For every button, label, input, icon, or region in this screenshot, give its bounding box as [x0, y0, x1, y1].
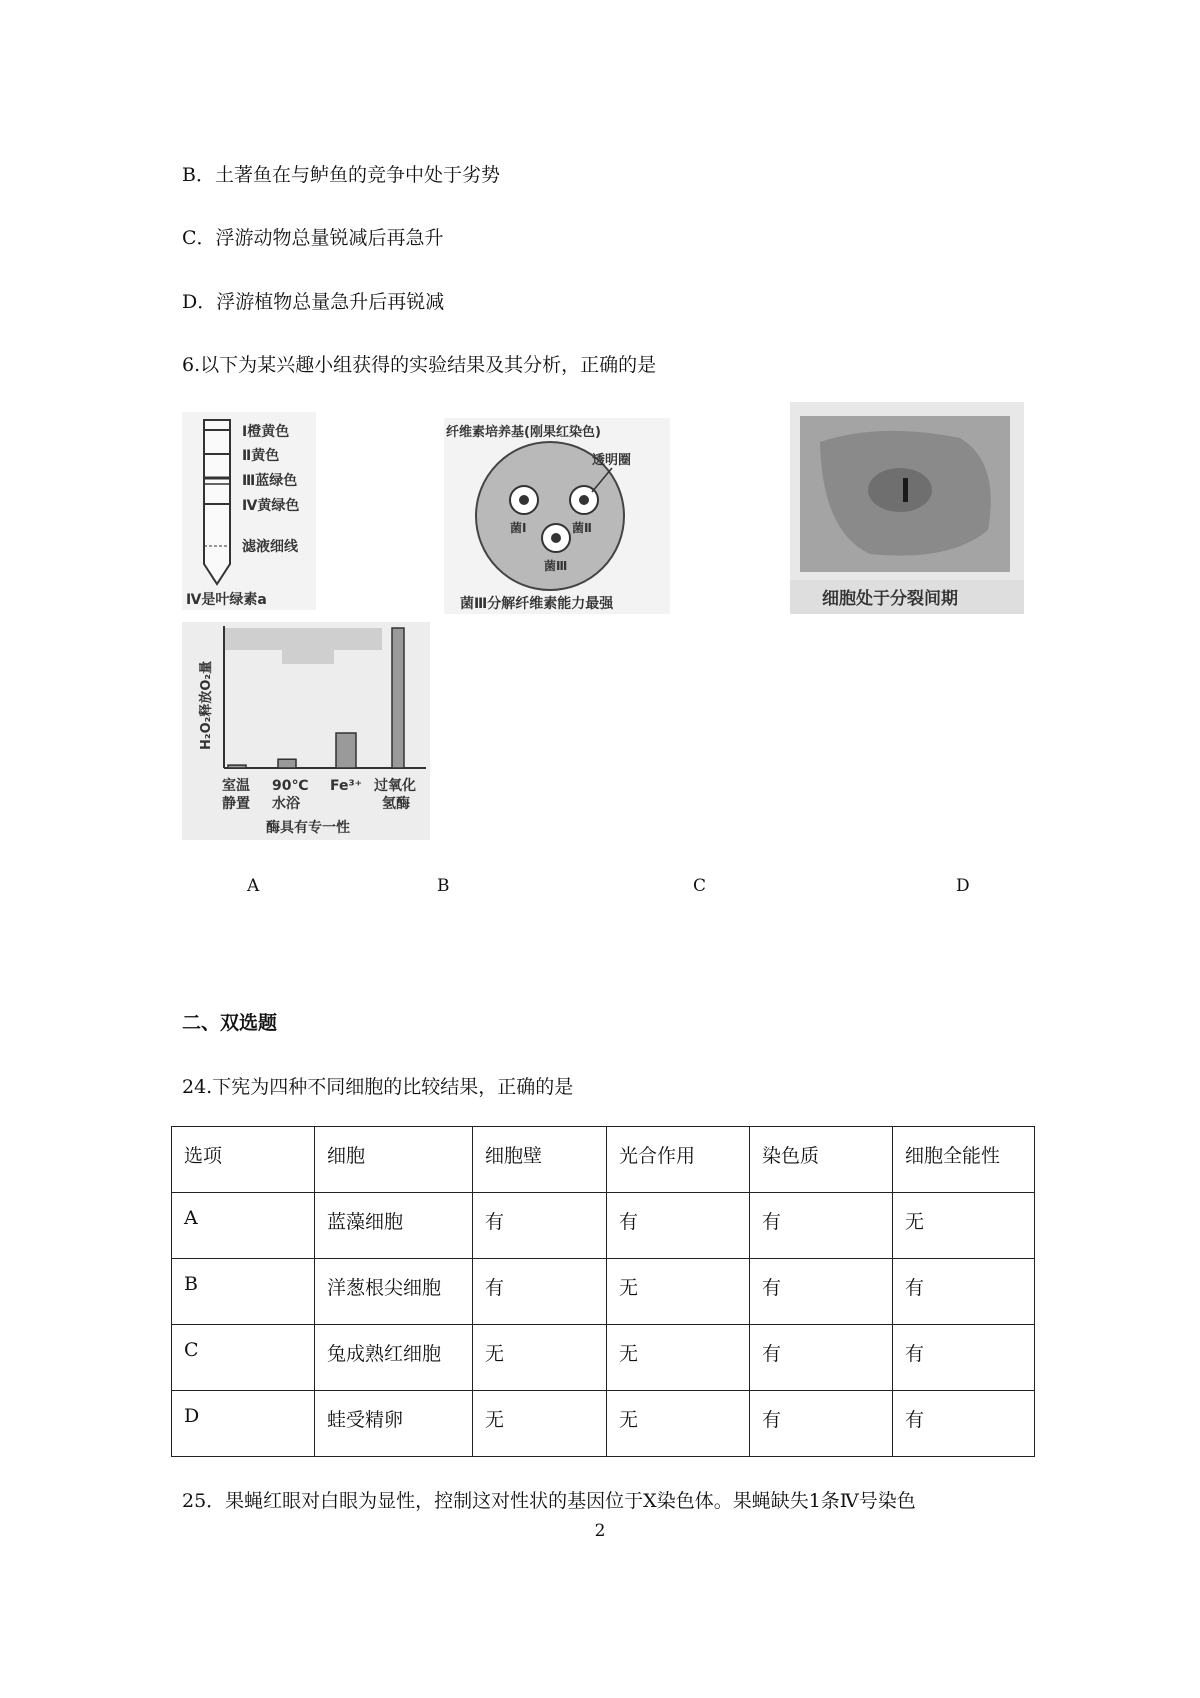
option-label-a: A	[247, 876, 260, 896]
table-cell: 有	[893, 1259, 1035, 1325]
table-cell: 无	[607, 1259, 750, 1325]
table-cell: 兔成熟红细胞	[315, 1325, 473, 1391]
table-cell: 蛙受精卵	[315, 1391, 473, 1457]
figure-b-culture-plate	[444, 418, 670, 614]
bar-4	[392, 628, 404, 768]
table-row	[172, 1193, 1035, 1259]
band-label-1: Ⅰ橙黄色	[242, 424, 290, 440]
option-label-d: D	[956, 876, 970, 896]
page-number: 2	[594, 1521, 606, 1541]
table-cell: C	[172, 1325, 315, 1391]
section-heading: 二、双选题	[182, 1012, 278, 1034]
cat-label-4-l2: 氢酶	[382, 796, 410, 812]
comparison-table	[171, 1126, 1035, 1457]
colony-3-label: 菌Ⅲ	[544, 559, 568, 573]
header-cell: 染色质	[750, 1127, 893, 1193]
table-cell: 有	[750, 1325, 893, 1391]
figure-a-caption: Ⅳ是叶绿素a	[186, 592, 267, 608]
figure-d-caption: 酶具有专一性	[266, 820, 350, 836]
cat-label-2-l2: 水浴	[272, 796, 300, 812]
table-cell: 无	[473, 1391, 607, 1457]
figure-d-bar-chart	[182, 622, 430, 840]
cat-label-2-l1: 90℃	[272, 778, 309, 794]
option-label-c: C	[693, 876, 707, 896]
option-label-b: B	[437, 876, 450, 896]
table-cell: 无	[473, 1325, 607, 1391]
table-cell: 无	[607, 1325, 750, 1391]
table-cell: 蓝藻细胞	[315, 1193, 473, 1259]
header-cell: 光合作用	[607, 1127, 750, 1193]
option-b-text: B．土著鱼在与鲈鱼的竞争中处于劣势	[182, 164, 500, 186]
table-cell: 有	[750, 1391, 893, 1457]
table-row	[172, 1391, 1035, 1457]
cat-label-3-l1: Fe³⁺	[330, 778, 363, 794]
chart-ylabel: H₂O₂释放O₂量	[199, 660, 214, 750]
table-header-row	[172, 1127, 1035, 1193]
header-cell: 细胞全能性	[893, 1127, 1035, 1193]
bar-2	[278, 759, 296, 768]
table-cell: 有	[473, 1259, 607, 1325]
filter-line-label: 滤液细线	[242, 539, 298, 555]
table-row	[172, 1325, 1035, 1391]
table-cell: B	[172, 1259, 315, 1325]
cat-label-4-l1: 过氧化	[374, 778, 416, 794]
header-cell: 细胞壁	[473, 1127, 607, 1193]
table-row	[172, 1259, 1035, 1325]
table-cell: 有	[893, 1325, 1035, 1391]
table-cell: 有	[473, 1193, 607, 1259]
table-cell: 有	[750, 1193, 893, 1259]
bar-1	[228, 765, 246, 768]
figure-c-micrograph	[790, 402, 1024, 614]
colony-1-label: 菌Ⅰ	[510, 521, 527, 535]
band-label-4: Ⅳ黄绿色	[242, 498, 300, 514]
option-c-text: C．浮游动物总量锐减后再急升	[182, 227, 444, 249]
cat-label-1-l1: 室温	[222, 778, 250, 794]
band-label-2: Ⅱ黄色	[242, 448, 280, 464]
question-6: 6.以下为某兴趣小组获得的实验结果及其分析，正确的是	[182, 354, 657, 376]
table-cell: 无	[893, 1193, 1035, 1259]
table-cell: 有	[893, 1391, 1035, 1457]
band-label-3: Ⅲ蓝绿色	[242, 473, 298, 489]
figure-a-chromatography	[182, 412, 316, 610]
figure-b-caption: 菌Ⅲ分解纤维素能力最强	[460, 596, 614, 612]
cat-label-1-l2: 静置	[222, 796, 250, 812]
table-cell: 有	[607, 1193, 750, 1259]
figure-c-caption: 细胞处于分裂间期	[822, 589, 958, 609]
table-cell: A	[172, 1193, 315, 1259]
header-cell: 细胞	[315, 1127, 473, 1193]
table-cell: 洋葱根尖细胞	[315, 1259, 473, 1325]
option-d-text: D．浮游植物总量急升后再锐减	[182, 291, 445, 313]
table-cell: D	[172, 1391, 315, 1457]
halo-label: 透明圈	[592, 453, 632, 468]
bar-3	[336, 733, 356, 768]
colony-2-label: 菌Ⅱ	[572, 521, 592, 535]
plate-title: 纤维素培养基(刚果红染色)	[446, 425, 601, 440]
table-cell: 无	[607, 1391, 750, 1457]
question-25: 25．果蝇红眼对白眼为显性，控制这对性状的基因位于X染色体。果蝇缺失1条Ⅳ号染色	[182, 1490, 916, 1512]
table-cell: 有	[750, 1259, 893, 1325]
header-cell: 选项	[172, 1127, 315, 1193]
question-24: 24.下宪为四种不同细胞的比较结果，正确的是	[182, 1076, 574, 1098]
